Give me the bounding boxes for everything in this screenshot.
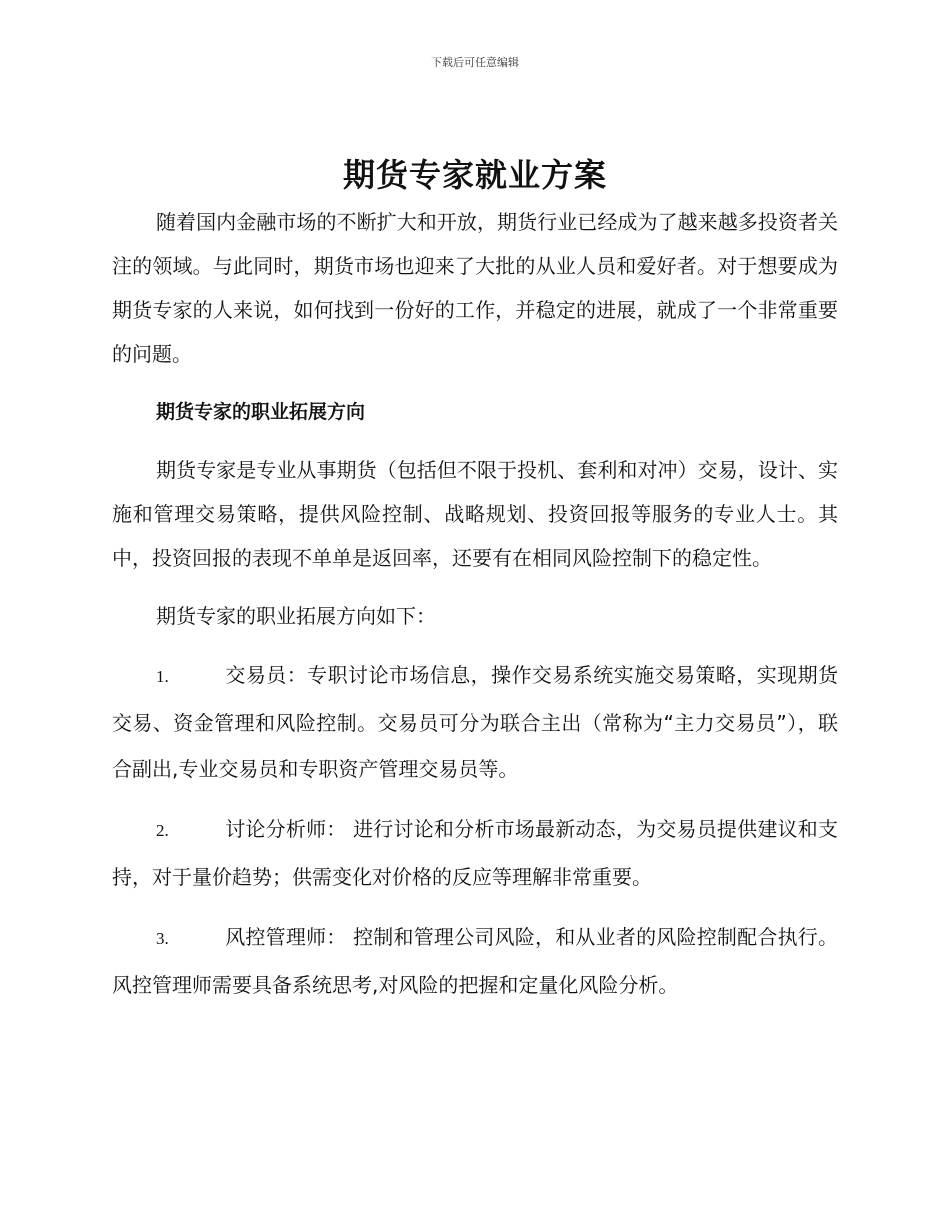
document-body: [112, 200, 838, 1008]
list-item-text: 交易员：专职讨论市场信息，操作交易系统实施交易策略，实现期货交易、资金管理和风险控制。交易员可分为联合主出（常称为“主力交易员”），联合副出,专业交易员和专职资产管理交易员等。: [112, 663, 838, 781]
list-item-text: 讨论分析师： 进行讨论和分析市场最新动态，为交易员提供建议和支持，对于量价趋势；供需变化对价格的反应等理解非常重要。: [112, 817, 838, 889]
document-title: 期货专家就业方案: [342, 156, 607, 194]
career-list: [112, 652, 838, 1008]
list-item-number: 3.: [156, 929, 169, 948]
list-item: [112, 652, 838, 792]
list-intro: 期货专家的职业拓展方向如下：: [156, 604, 436, 628]
list-item-number: 1.: [156, 667, 169, 686]
definition-paragraph: 期货专家是专业从事期货（包括但不限于投机、套利和对冲）交易，设计、实施和管理交易策略，提供风险控制、战略规划、投资回报等服务的专业人士。其中，投资回报的表现不单单是返回率，还要有在相同风险控制下的稳定性。: [112, 458, 838, 570]
header-note: 下载后可任意编辑: [431, 56, 519, 69]
section-heading: 期货专家的职业拓展方向: [156, 401, 366, 423]
list-item-text: 风控管理师： 控制和管理公司风险，和从业者的风险控制配合执行。风控管理师需要具备系统思考,对风险的把握和定量化风险分析。: [112, 925, 838, 997]
list-item: [112, 806, 838, 900]
list-item-number: 2.: [156, 821, 169, 840]
intro-paragraph: 随着国内金融市场的不断扩大和开放，期货行业已经成为了越来越多投资者关注的领域。与此同时，期货市场也迎来了大批的从业人员和爱好者。对于想要成为期货专家的人来说，如何找到一份好的工作，并稳定的进展，就成了一个非常重要的问题。: [112, 210, 838, 366]
list-item: [112, 914, 838, 1008]
